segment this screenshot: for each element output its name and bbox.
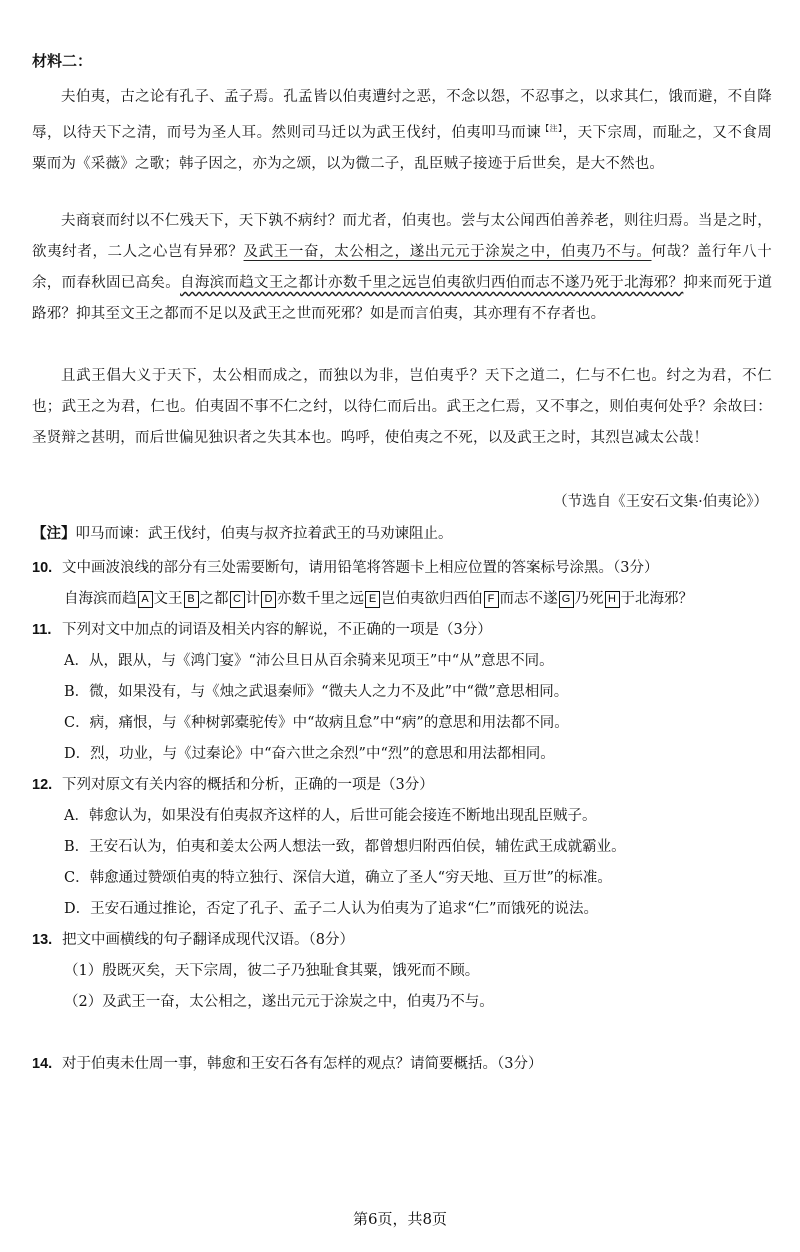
q13-item-1: （1）殷既灭矣，天下宗周，彼二子乃独耻食其粟，饿死而不顾。 xyxy=(64,963,480,979)
q12-option-b[interactable]: B．王安石认为，伯夷和姜太公两人想法一致，都曾想归附西伯侯，辅佐武王成就霸业。 xyxy=(64,839,626,855)
underlined-sentence: 及武王一奋，太公相之，遂出元元于涂炭之中，伯夷乃不与。 xyxy=(243,244,652,260)
p2-text-b: 何哉？盖行年八十余，而春秋固已高矣。 xyxy=(32,244,772,291)
segment: 乃死 xyxy=(574,591,604,607)
question-stem: 文中画波浪线的部分有三处需要断句，请用铅笔将答题卡上相应位置的答案标号涂黑。（3分） xyxy=(62,560,659,576)
wavy-underlined-passage: 自海滨而趋文王之都计亦数千里之远岂伯夷欲归西伯而志不遂乃死于北海邪？ xyxy=(180,275,684,291)
segment: 之都 xyxy=(199,591,229,607)
segment: 亦数千里之远 xyxy=(277,591,364,607)
question-stem: 把文中画横线的句子翻译成现代汉语。（8分） xyxy=(62,932,354,948)
q12-option-a[interactable]: A．韩愈认为，如果没有伯夷叔齐这样的人，后世可能会接连不断地出现乱臣贼子。 xyxy=(64,808,597,824)
passage-paragraph-1 xyxy=(32,82,772,180)
q11-option-d[interactable]: D．烈，功业，与《过秦论》中“奋六世之余烈”中“烈”的意思和用法都相同。 xyxy=(64,746,555,762)
q10-sentence-with-boxes xyxy=(64,584,784,615)
p1-text-b: ，天下宗周，而耻之，又不食周粟而为《采薇》之歌；韩子因之，亦为之颂，以为微二子，乱臣贼子接迹于后世矣，是大不然也。 xyxy=(32,124,772,172)
question-12 xyxy=(32,770,772,801)
segment: 计 xyxy=(245,591,260,607)
answer-box-c[interactable]: C xyxy=(230,591,245,608)
answer-box-e[interactable]: E xyxy=(365,591,380,608)
note-label: 【注】 xyxy=(32,525,76,542)
section-heading: 材料二： xyxy=(32,52,93,70)
question-stem: 下列对原文有关内容的概括和分析，正确的一项是（3分） xyxy=(62,777,434,793)
question-13 xyxy=(32,925,772,956)
p2-text-a: 夫商衰而纣以不仁残天下，天下孰不病纣？而尤者，伯夷也。尝与太公闻西伯善养老，则往归焉。当是之时，欲夷纣者，二人之心岂有异邪？ xyxy=(32,213,772,260)
passage-paragraph-3: 且武王倡大义于天下，太公相而成之，而独以为非，岂伯夷乎？天下之道二，仁与不仁也。纣之为君，不仁也；武王之为君，仁也。伯夷固不事不仁之纣，以待仁而后出。武王之仁焉，又不事之，则伯夷何处乎？余故曰：圣贤辩之甚明，而后世偏见独识者之失其本也。呜呼，使伯夷之不死，以及武王之时，其烈岂减太公哉！ xyxy=(32,368,772,446)
q12-option-d[interactable]: D．王安石通过推论，否定了孔子、孟子二人认为伯夷为了追求“仁”而饿死的说法。 xyxy=(64,901,598,917)
question-number: 10. xyxy=(32,560,53,576)
question-11 xyxy=(32,615,772,646)
question-10 xyxy=(32,553,772,584)
segment: 岂伯夷欲归西伯 xyxy=(381,591,483,607)
passage-paragraph-2 xyxy=(32,206,772,330)
answer-box-g[interactable]: G xyxy=(559,591,574,608)
q12-option-c[interactable]: C．韩愈通过赞颂伯夷的特立独行、深信大道，确立了圣人“穷天地、亘万世”的标准。 xyxy=(64,870,612,886)
q13-item-2: （2）及武王一奋，太公相之，遂出元元于涂炭之中，伯夷乃不与。 xyxy=(64,994,494,1010)
note-marker: 【注】 xyxy=(541,124,563,133)
question-number: 11. xyxy=(32,622,52,638)
segment: 于北海邪？ xyxy=(620,591,693,607)
segment: 文王 xyxy=(153,591,183,607)
answer-box-a[interactable]: A xyxy=(138,591,153,608)
question-number: 12. xyxy=(32,777,53,793)
p1-text: 夫伯夷，古之论有孔子、孟子焉。孔孟皆以伯夷遭纣之恶，不念以怨，不忍事之，以求其仁，饿而避，不自降辱，以待天下之清，而号为圣人耳。然则司马迁以为武王伐纣，伯夷叩马而谏 xyxy=(32,89,772,141)
answer-box-f[interactable]: F xyxy=(484,591,499,608)
p2-text-c: 抑来而死于道路邪？抑其至文王之都而不足以及武王之世而死邪？如是而言伯夷，其亦理有不存者也。 xyxy=(32,275,773,322)
annotation-note xyxy=(32,522,453,543)
question-stem: 下列对文中加点的词语及相关内容的解说，不正确的一项是（3分） xyxy=(62,622,492,638)
answer-box-b[interactable]: B xyxy=(184,591,199,608)
q11-option-c[interactable]: C．病，痛恨，与《种树郭橐驼传》中“故病且怠”中“病”的意思和用法都不同。 xyxy=(64,715,569,731)
source-citation: （节选自《王安石文集·伯夷论》） xyxy=(553,494,768,510)
question-number: 13. xyxy=(32,932,53,948)
question-14 xyxy=(32,1049,772,1080)
q11-option-b[interactable]: B．微，如果没有，与《烛之武退秦师》“微夫人之力不及此”中“微”意思相同。 xyxy=(64,684,569,700)
note-text: 叩马而谏：武王伐纣，伯夷与叔齐拉着武王的马劝谏阻止。 xyxy=(75,526,453,542)
page-footer: 第6页，共8页 xyxy=(352,1210,448,1228)
question-number: 14. xyxy=(32,1056,53,1072)
segment: 而志不遂 xyxy=(499,591,558,607)
question-stem: 对于伯夷未仕周一事，韩愈和王安石各有怎样的观点？请简要概括。（3分） xyxy=(62,1056,543,1072)
segment: 自海滨而趋 xyxy=(64,591,137,607)
answer-box-d[interactable]: D xyxy=(261,591,276,608)
answer-box-h[interactable]: H xyxy=(605,591,620,608)
q11-option-a[interactable]: A．从，跟从，与《鸿门宴》“沛公旦日从百余骑来见项王”中“从”意思不同。 xyxy=(64,653,554,669)
